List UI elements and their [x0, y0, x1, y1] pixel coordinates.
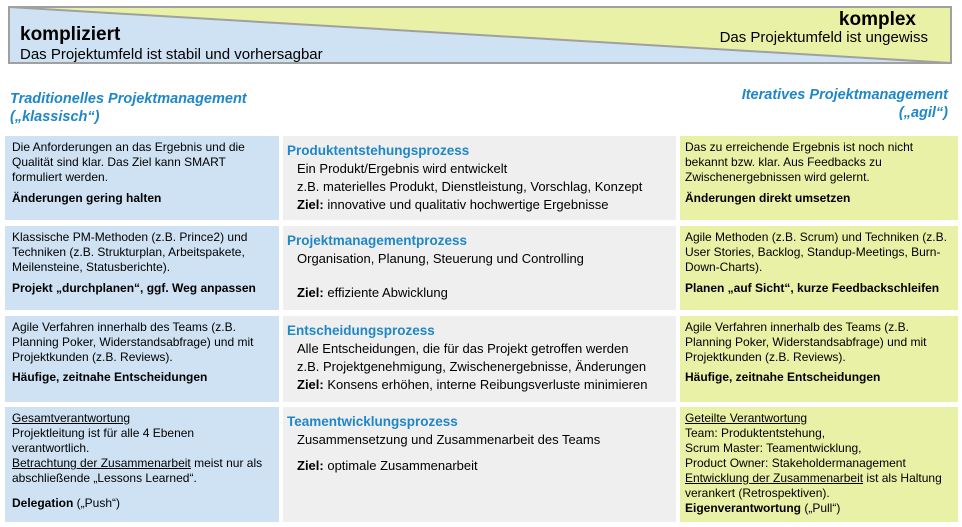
cell-process-pm — [283, 226, 676, 310]
agile-heading-line1: Iteratives Projektmanagement — [741, 87, 948, 103]
key-statement-suffix: („Push“) — [73, 496, 121, 510]
banner-left-title: kompliziert — [20, 24, 121, 45]
responsibility-heading: Geteilte Verantwortung — [685, 411, 808, 425]
traditional-heading-line2: („klassisch“) — [10, 109, 100, 125]
cell-text: Agile Methoden (z.B. Scrum) und Techniken (z.B. User Stories, Backlog, Standup-Meetings, Burn-Down-Charts). — [685, 230, 947, 274]
agile-heading-line2: („agil“) — [898, 105, 948, 121]
goal-text: innovative und qualitativ hochwertige Ergebnisse — [323, 197, 609, 212]
banner-right-title: komplex — [838, 9, 916, 30]
role-scrum-master: Scrum Master: Teamentwicklung, — [685, 441, 862, 455]
banner-left-subtitle: Das Projektumfeld ist stabil und vorhersagbar — [20, 46, 323, 63]
process-title: Projektmanagementprozess — [287, 233, 468, 248]
process-title: Teamentwicklungsprozess — [287, 414, 458, 429]
banner-right-subtitle: Das Projektumfeld ist ungewiss — [719, 29, 928, 46]
collaboration-text: meist nur als abschließende „Lessons Learned“. — [12, 456, 263, 485]
goal-text: Konsens erhöhen, interne Reibungsverluste minimieren — [323, 377, 648, 392]
goal-text: optimale Zusammenarbeit — [323, 458, 478, 473]
goal-label: Ziel: — [297, 197, 324, 212]
cell-key-statement: Häufige, zeitnahe Entscheidungen — [685, 370, 881, 384]
role-team: Team: Produktentstehung, — [685, 426, 826, 440]
process-goal — [287, 284, 672, 302]
process-goal — [287, 457, 672, 475]
process-examples: z.B. Projektgenehmigung, Zwischenergebnisse, Änderungen — [297, 359, 647, 374]
cell-key-statement: Projekt „durchplanen“, ggf. Weg anpassen — [12, 281, 256, 295]
cell-text: Agile Verfahren innerhalb des Teams (z.B. Planning Poker, Widerstandsabfrage) und mit Projektkunden (z.B. Reviews). — [685, 320, 927, 364]
cell-key-statement — [12, 496, 272, 511]
process-title: Produktentstehungsprozess — [287, 143, 470, 158]
cell-text: Das zu erreichende Ergebnis ist noch nicht bekannt bzw. klar. Aus Feedbacks zu Zwischenergebnissen wird gelernt. — [685, 140, 914, 184]
process-description: Alle Entscheidungen, die für das Projekt getroffen werden — [297, 341, 629, 356]
cell-process-decision — [283, 316, 676, 402]
cell-agile-team — [680, 407, 958, 522]
cell-traditional-decision — [5, 316, 279, 402]
cell-key-statement — [685, 501, 953, 516]
goal-label: Ziel: — [297, 285, 324, 300]
traditional-heading — [10, 90, 247, 126]
cell-text: Projektleitung ist für alle 4 Ebenen verantwortlich. — [12, 426, 195, 455]
cell-process-product — [283, 136, 676, 220]
cell-agile-pm — [680, 226, 958, 310]
goal-label: Ziel: — [297, 377, 324, 392]
cell-key-statement: Änderungen gering halten — [12, 191, 162, 205]
key-statement-label: Delegation — [12, 496, 74, 510]
key-statement-suffix: („Pull“) — [801, 501, 841, 515]
cell-text: Agile Verfahren innerhalb des Teams (z.B. Planning Poker, Widerstandsabfrage) und mit Projektkunden (z.B. Reviews). — [12, 320, 254, 364]
row-product — [0, 136, 962, 220]
process-description: Ein Produkt/Ergebnis wird entwickelt — [297, 161, 508, 176]
responsibility-heading: Gesamtverantwortung — [12, 411, 131, 425]
key-statement-label: Eigenverantwortung — [685, 501, 802, 515]
collaboration-text: ist als Haltung verankert (Retrospektiven). — [685, 471, 942, 500]
traditional-heading-line1: Traditionelles Projektmanagement — [10, 91, 247, 107]
cell-agile-product — [680, 136, 958, 220]
complexity-banner — [8, 6, 952, 64]
collaboration-term: Betrachtung der Zusammenarbeit — [12, 456, 191, 470]
agile-heading — [742, 86, 948, 122]
cell-agile-decision — [680, 316, 958, 402]
process-goal — [287, 196, 672, 214]
process-examples: z.B. materielles Produkt, Dienstleistung, Vorschlag, Konzept — [297, 179, 643, 194]
cell-text: Die Anforderungen an das Ergebnis und die Qualität sind klar. Das Ziel kann SMART formuliert werden. — [12, 140, 245, 184]
cell-process-team — [283, 407, 676, 522]
process-goal — [287, 376, 672, 394]
cell-key-statement: Planen „auf Sicht“, kurze Feedbackschleifen — [685, 281, 940, 295]
row-project-management — [0, 226, 962, 310]
cell-traditional-pm — [5, 226, 279, 310]
cell-key-statement: Häufige, zeitnahe Entscheidungen — [12, 370, 208, 384]
process-title: Entscheidungsprozess — [287, 323, 435, 338]
collaboration-term: Entwicklung der Zusammenarbeit — [685, 471, 864, 485]
row-decision — [0, 316, 962, 402]
role-product-owner: Product Owner: Stakeholdermanagement — [685, 456, 906, 470]
cell-key-statement: Änderungen direkt umsetzen — [685, 191, 851, 205]
goal-label: Ziel: — [297, 458, 324, 473]
cell-traditional-team — [5, 407, 279, 522]
goal-text: effiziente Abwicklung — [323, 285, 448, 300]
collaboration-note — [12, 456, 272, 486]
cell-traditional-product — [5, 136, 279, 220]
collaboration-note — [685, 471, 953, 501]
row-team — [0, 407, 962, 522]
process-description: Organisation, Planung, Steuerung und Controlling — [297, 251, 584, 266]
process-description: Zusammensetzung und Zusammenarbeit des Teams — [297, 432, 601, 447]
cell-text: Klassische PM-Methoden (z.B. Prince2) und Techniken (z.B. Strukturplan, Arbeitspakete, Meilensteine, Statusberichte). — [12, 230, 248, 274]
